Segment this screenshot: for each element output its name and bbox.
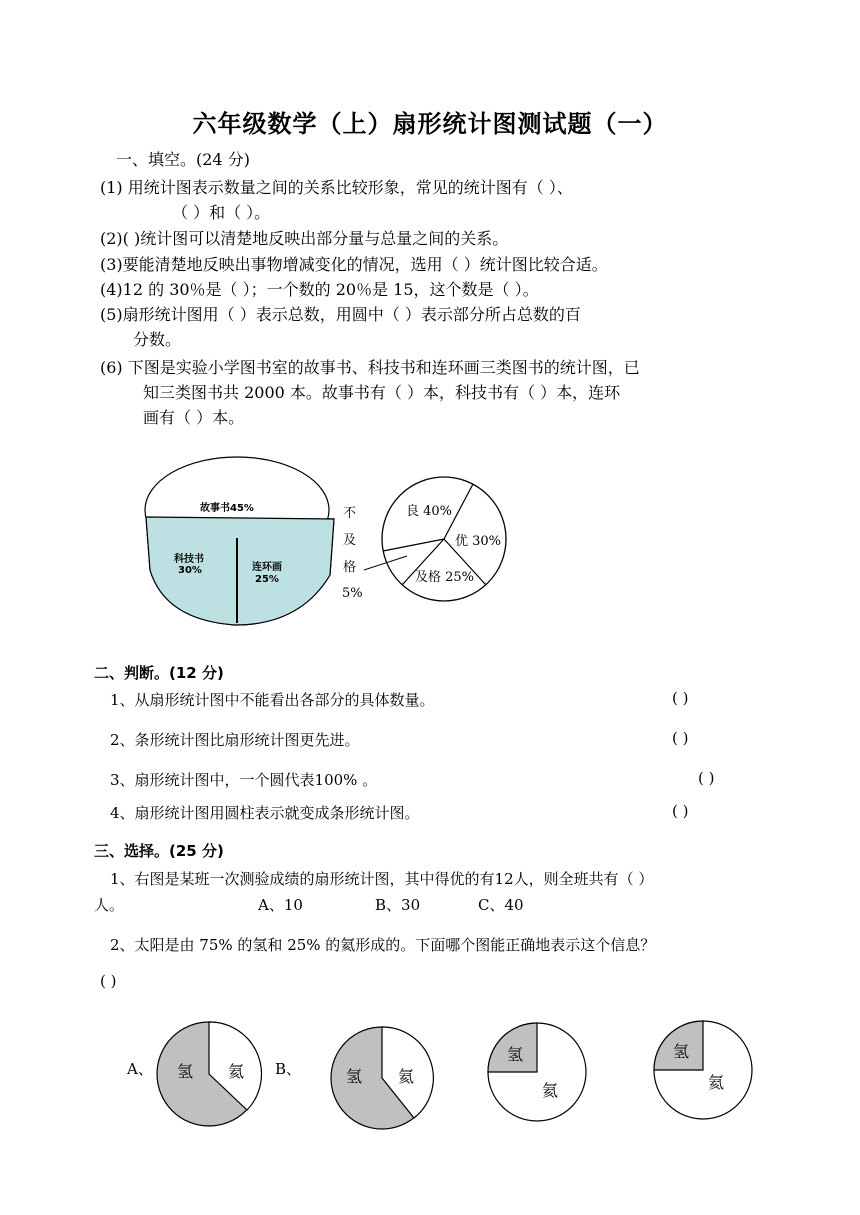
label-science-name: 科技书	[174, 554, 204, 565]
option-c-pie	[487, 1018, 591, 1126]
judge-item-3: 3、扇形统计图中，一个圆代表100% 。	[110, 771, 378, 789]
label-fail-3: 格	[343, 560, 357, 575]
q5-line-a: (5)扇形统计图用（ ）表示总数，用圆中（ ）表示部分所占总数的百	[100, 305, 581, 324]
choice-q2-line: 2、太阳是由 75% 的氢和 25% 的氦形成的。下面哪个图能正确地表示这个信息？	[110, 936, 656, 954]
option-a-label: A、	[127, 1060, 153, 1078]
option-d-pie	[651, 1017, 755, 1123]
option-b-label: B、	[275, 1060, 302, 1078]
label-good: 良 40%	[406, 504, 453, 519]
q2-line: (2)( )统计图可以清楚地反映出部分量与总量之间的关系。	[100, 229, 509, 248]
section3-heading: 三、选择。(25 分)	[94, 842, 224, 860]
section2-heading: 二、判断。(12 分)	[94, 664, 224, 682]
option-b-hydrogen: 氢	[346, 1067, 363, 1086]
label-comic-pct: 25%	[255, 574, 279, 585]
judge-blank-4: ( )	[672, 802, 689, 820]
judge-item-4: 4、扇形统计图用圆柱表示就变成条形统计图。	[110, 804, 420, 822]
grade-pie-chart	[330, 470, 520, 610]
label-fail-pct: 5%	[342, 586, 363, 601]
q6-line-b: 知三类图书共 2000 本。故事书有（ ）本，科技书有（ ）本，连环	[143, 383, 621, 402]
choice-q1-option-b: B、30	[375, 896, 421, 914]
q5-line-b: 分数。	[133, 330, 182, 349]
choice-q1-option-c: C、40	[478, 896, 524, 914]
judge-item-2: 2、条形统计图比扇形统计图更先进。	[110, 731, 360, 749]
option-a-helium: 氦	[228, 1062, 245, 1081]
judge-blank-3: ( )	[698, 769, 715, 787]
pie-lower-edge	[146, 517, 334, 625]
option-c-helium: 氦	[542, 1081, 559, 1100]
option-c-hydrogen: 氢	[507, 1045, 524, 1064]
choice-q1-line-a: 1、右图是某班一次测验成绩的扇形统计图，其中得优的有12人，则全班共有（ ）	[110, 870, 654, 888]
option-a-hydrogen: 氢	[177, 1062, 194, 1081]
q4-line: (4)12 的 30％是（ ）；一个数的 20％是 15，这个数是（ ）。	[100, 280, 539, 299]
q1-line-a: (1) 用统计图表示数量之间的关系比较形象，常见的统计图有（ ）、	[100, 178, 573, 197]
q6-line-a: (6) 下图是实验小学图书室的故事书、科技书和连环画三类图书的统计图，已	[100, 358, 640, 377]
choice-q2-blank: ( )	[100, 972, 117, 990]
page-title: 六年级数学（上）扇形统计图测试题（一）	[192, 109, 668, 138]
label-fail-1: 不	[343, 506, 357, 521]
label-fail-2: 及	[343, 533, 357, 548]
book-pie-chart	[140, 455, 340, 630]
q6-line-c: 画有（ ）本。	[143, 408, 245, 427]
label-comic-name: 连环画	[252, 562, 282, 573]
option-b-helium: 氦	[398, 1067, 415, 1086]
label-pass: 及格 25%	[415, 570, 475, 585]
label-science-pct: 30%	[178, 565, 202, 576]
section1-heading: 一、填空。(24 分)	[116, 150, 250, 169]
judge-blank-2: ( )	[672, 729, 689, 747]
choice-q1-option-a: A、10	[258, 896, 303, 914]
option-b-pie	[328, 1024, 438, 1134]
option-d-hydrogen: 氢	[673, 1042, 690, 1061]
judge-blank-1: ( )	[672, 689, 689, 707]
option-a-pie	[155, 1020, 265, 1130]
judge-item-1: 1、从扇形统计图中不能看出各部分的具体数量。	[110, 691, 435, 709]
choice-q1-line-b: 人。	[94, 896, 125, 914]
label-story: 故事书45%	[200, 503, 254, 514]
option-d-helium: 氦	[708, 1073, 725, 1092]
label-excellent: 优 30%	[455, 534, 502, 549]
q3-line: (3)要能清楚地反映出事物增减变化的情况，选用（ ）统计图比较合适。	[100, 255, 608, 274]
q1-line-b: （ ）和（ ）。	[172, 203, 271, 222]
